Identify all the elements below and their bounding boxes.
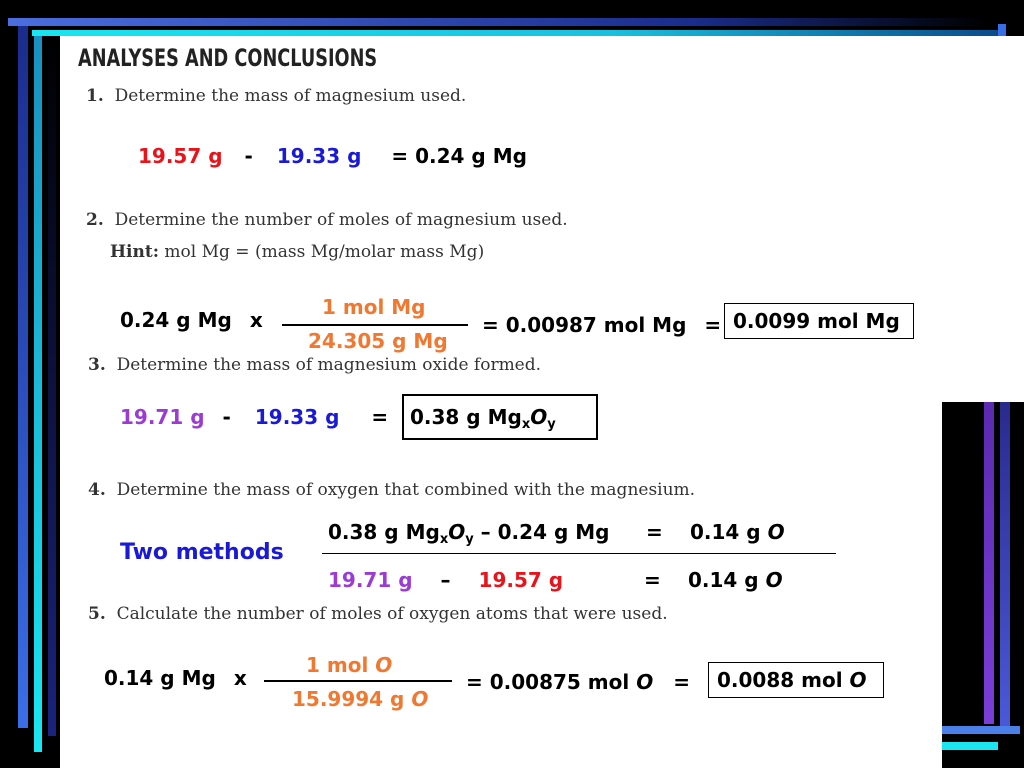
q5-equals: = xyxy=(673,670,690,694)
bottom-right-navy-stripe xyxy=(1000,402,1010,732)
q4-method-2 xyxy=(328,568,563,592)
q2-denominator: 24.305 g Mg xyxy=(308,329,448,353)
question-2 xyxy=(86,210,568,230)
question-3-text: Determine the mass of magnesium oxide formed. xyxy=(116,355,542,375)
equation-1 xyxy=(138,144,527,168)
q2-lhs xyxy=(120,308,263,332)
question-4-number: 4. xyxy=(88,480,106,500)
m2-minus: – xyxy=(440,568,451,592)
q2-final-answer-box: 0.0099 mol Mg xyxy=(724,303,914,339)
m2-result: 0.14 g O xyxy=(688,568,783,592)
q5-final-answer-box: 0.0088 mol O xyxy=(708,662,884,698)
bottom-right-purple-stripe xyxy=(984,402,994,724)
m2-value-b: 19.57 g xyxy=(478,568,564,592)
m1-oxygen-symbol: O xyxy=(448,520,466,544)
m2-value-a: 19.71 g xyxy=(328,568,413,592)
q3-minus: - xyxy=(222,405,231,429)
left-cyan-stripe xyxy=(34,36,42,752)
q3-oxygen-symbol: O xyxy=(530,405,548,429)
m1-equals: = xyxy=(646,520,663,544)
q3-final-answer-box xyxy=(402,394,598,440)
q2-times: x xyxy=(249,308,263,332)
two-methods-label: Two methods xyxy=(120,540,284,565)
q1-minus: - xyxy=(244,144,253,168)
m1-sub-x: x xyxy=(439,532,449,547)
m1-subtract-mg: – 0.24 g Mg xyxy=(480,520,610,544)
bottom-right-black-block xyxy=(942,402,1024,768)
question-1-number: 1. xyxy=(86,86,104,106)
q5-fraction-bar xyxy=(264,680,452,682)
q5-result xyxy=(466,670,690,694)
bottom-right-blue-bar xyxy=(942,726,1020,734)
question-4 xyxy=(88,480,695,500)
equation-3 xyxy=(120,405,388,429)
q4-separator-line xyxy=(322,553,836,554)
question-1-text: Determine the mass of magnesium used. xyxy=(114,86,467,106)
m2-equals: = xyxy=(644,568,661,592)
q5-result-value: = 0.00875 mol O xyxy=(466,670,654,694)
q2-lhs-value: 0.24 g Mg xyxy=(120,308,232,332)
m1-mass: 0.38 g Mg xyxy=(328,520,440,544)
q1-value-a: 19.57 g xyxy=(138,144,223,168)
q1-value-b: 19.33 g xyxy=(276,144,362,168)
q2-result xyxy=(482,313,721,337)
left-navy-stripe xyxy=(48,36,56,736)
q5-lhs xyxy=(104,666,247,690)
q2-equals: = xyxy=(704,313,722,337)
q1-result: = 0.24 g Mg xyxy=(391,144,527,168)
q3-value-a: 19.71 g xyxy=(120,405,205,429)
page-title: ANALYSES AND CONCLUSIONS xyxy=(78,44,378,72)
question-5 xyxy=(88,604,668,624)
question-5-number: 5. xyxy=(88,604,106,624)
question-2-hint xyxy=(110,242,484,262)
m1-sub-y: y xyxy=(465,532,474,547)
question-2-number: 2. xyxy=(86,210,104,230)
q3-sub-y: y xyxy=(547,417,556,432)
left-blue-stripe xyxy=(18,26,28,728)
q3-final-mass: 0.38 g Mg xyxy=(410,405,522,429)
m1-result: 0.14 g O xyxy=(690,520,785,544)
bottom-right-cyan-bar xyxy=(942,742,998,750)
q5-lhs-value: 0.14 g Mg xyxy=(104,666,216,690)
q3-equals: = xyxy=(371,405,389,429)
hint-label: Hint: xyxy=(110,242,160,262)
q3-sub-x: x xyxy=(521,417,531,432)
q2-result-value: = 0.00987 mol Mg xyxy=(482,313,687,337)
q3-value-b: 19.33 g xyxy=(254,405,340,429)
question-1 xyxy=(86,86,466,106)
question-3-number: 3. xyxy=(88,355,106,375)
question-4-text: Determine the mass of oxygen that combined with the magnesium. xyxy=(116,480,696,500)
q4-method-1 xyxy=(328,520,610,547)
q2-fraction-bar xyxy=(282,324,468,326)
q2-numerator: 1 mol Mg xyxy=(322,295,426,319)
question-5-text: Calculate the number of moles of oxygen atoms that were used. xyxy=(116,604,668,624)
question-3 xyxy=(88,355,541,375)
top-gradient-bar xyxy=(8,18,988,26)
question-2-text: Determine the number of moles of magnesium used. xyxy=(114,210,568,230)
hint-text: mol Mg = (mass Mg/molar mass Mg) xyxy=(164,242,485,262)
q5-times: x xyxy=(233,666,247,690)
top-right-accent xyxy=(998,24,1006,36)
q5-numerator: 1 mol O xyxy=(306,653,393,677)
q5-denominator: 15.9994 g O xyxy=(292,687,429,711)
